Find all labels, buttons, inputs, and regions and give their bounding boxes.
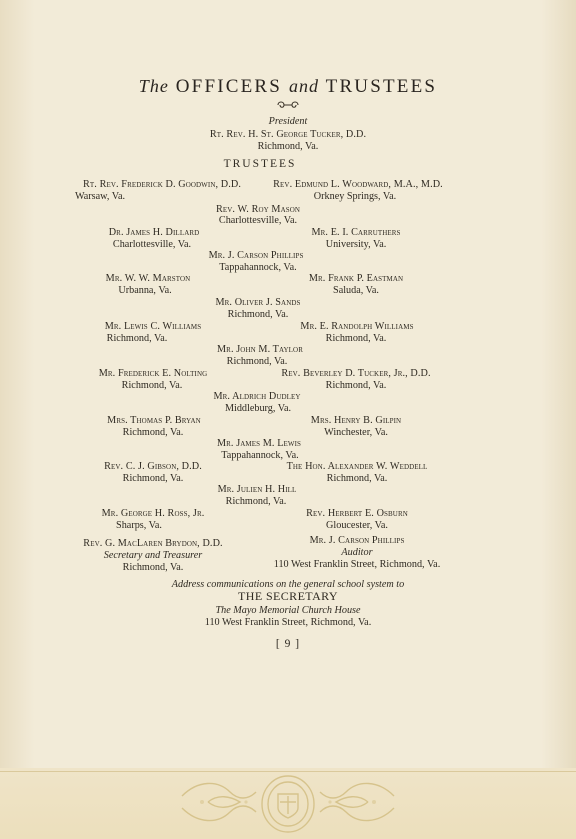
scroll-ornament-icon xyxy=(276,100,300,110)
secretary-heading: THE SECRETARY xyxy=(238,589,338,603)
trustee-city: Richmond, Va. xyxy=(226,356,288,367)
trustee-city: Richmond, Va. xyxy=(106,333,168,344)
address-note: Address communications on the general school system to xyxy=(171,579,405,590)
trustee-city: Charlottesville, Va. xyxy=(218,215,298,226)
school-seal-icon xyxy=(178,774,398,839)
church-house-address: 110 West Franklin Street, Richmond, Va. xyxy=(204,617,372,628)
trustee-name: Mr. E. I. Carruthers xyxy=(311,227,401,238)
trustee-name: Rev. Beverley D. Tucker, Jr., D.D. xyxy=(281,368,431,379)
trustee-name: Mr. Aldrich Dudley xyxy=(213,391,301,402)
trustee-city: Richmond, Va. xyxy=(325,380,387,391)
trustee-name: Mrs. Henry B. Gilpin xyxy=(310,415,402,426)
trustee-name: Rt. Rev. Frederick D. Goodwin, D.D. xyxy=(83,179,241,190)
trustee-city: University, Va. xyxy=(325,239,387,250)
trustees-heading: TRUSTEES xyxy=(223,158,297,170)
president-name: Rt. Rev. H. St. George Tucker, D.D. xyxy=(209,129,367,140)
auditor-address: 110 West Franklin Street, Richmond, Va. xyxy=(273,559,441,570)
trustee-name: Mr. George H. Ross, Jr. xyxy=(101,508,205,519)
secretary-role: Secretary and Treasurer xyxy=(103,550,203,561)
page-title xyxy=(139,76,437,98)
title-officers: OFFICERS xyxy=(175,76,283,97)
trustee-name: Dr. James H. Dillard xyxy=(108,227,200,238)
trustee-name: Mr. J. Carson Phillips xyxy=(208,250,304,261)
trustee-name: Mr. E. Randolph Williams xyxy=(300,321,414,332)
trustee-name: Mr. W. W. Marston xyxy=(105,273,191,284)
secretary-name: Rev. G. MacLaren Brydon, D.D. xyxy=(83,538,223,549)
trustee-name: Rev. Edmund L. Woodward, M.A., M.D. xyxy=(273,179,443,190)
president-label: President xyxy=(268,116,308,127)
title-and: and xyxy=(289,76,320,96)
trustee-city: Tappahannock, Va. xyxy=(219,262,297,273)
trustee-city: Sharps, Va. xyxy=(116,520,162,531)
trustee-name: Mr. Oliver J. Sands xyxy=(215,297,301,308)
auditor-role: Auditor xyxy=(341,547,373,558)
trustee-name: Mrs. Thomas P. Bryan xyxy=(107,415,201,426)
trustee-city: Richmond, Va. xyxy=(326,473,388,484)
trustee-city: Orkney Springs, Va. xyxy=(313,191,397,202)
trustee-name: Mr. John M. Taylor xyxy=(217,344,303,355)
trustee-city: Richmond, Va. xyxy=(121,380,183,391)
trustee-city: Richmond, Va. xyxy=(225,496,287,507)
trustee-city: Middleburg, Va. xyxy=(224,403,292,414)
trustee-city: Richmond, Va. xyxy=(122,427,184,438)
trustee-city: Charlottesville, Va. xyxy=(112,239,192,250)
president-city: Richmond, Va. xyxy=(257,141,319,152)
trustee-name: Mr. James M. Lewis xyxy=(216,438,302,449)
trustee-name: Rev. C. J. Gibson, D.D. xyxy=(104,461,202,472)
page-number: [ 9 ] xyxy=(275,638,301,650)
trustee-city: Richmond, Va. xyxy=(122,473,184,484)
trustee-city: Gloucester, Va. xyxy=(326,520,388,531)
trustee-city: Saluda, Va. xyxy=(333,285,379,296)
trustee-city: Warsaw, Va. xyxy=(74,191,126,202)
trustee-name: Mr. Julien H. Hill xyxy=(217,484,297,495)
trustee-city: Richmond, Va. xyxy=(325,333,387,344)
title-the: The xyxy=(138,76,169,96)
auditor-name: Mr. J. Carson Phillips xyxy=(309,535,405,546)
trustee-name: Mr. Lewis C. Williams xyxy=(104,321,202,332)
title-trustees: TRUSTEES xyxy=(325,76,438,97)
secretary-city: Richmond, Va. xyxy=(122,562,184,573)
trustee-name: Mr. Frederick E. Nolting xyxy=(98,368,208,379)
trustee-name: Rev. W. Roy Mason xyxy=(215,204,301,215)
trustee-city: Winchester, Va. xyxy=(324,427,388,438)
trustee-name: Mr. Frank P. Eastman xyxy=(308,273,404,284)
trustee-city: Richmond, Va. xyxy=(227,309,289,320)
trustee-city: Urbanna, Va. xyxy=(118,285,172,296)
church-house: The Mayo Memorial Church House xyxy=(215,605,361,616)
trustee-name: Rev. Herbert E. Osburn xyxy=(306,508,408,519)
trustee-name: The Hon. Alexander W. Weddell xyxy=(286,461,428,472)
band-rule xyxy=(0,771,576,772)
trustee-city: Tappahannock, Va. xyxy=(221,450,299,461)
